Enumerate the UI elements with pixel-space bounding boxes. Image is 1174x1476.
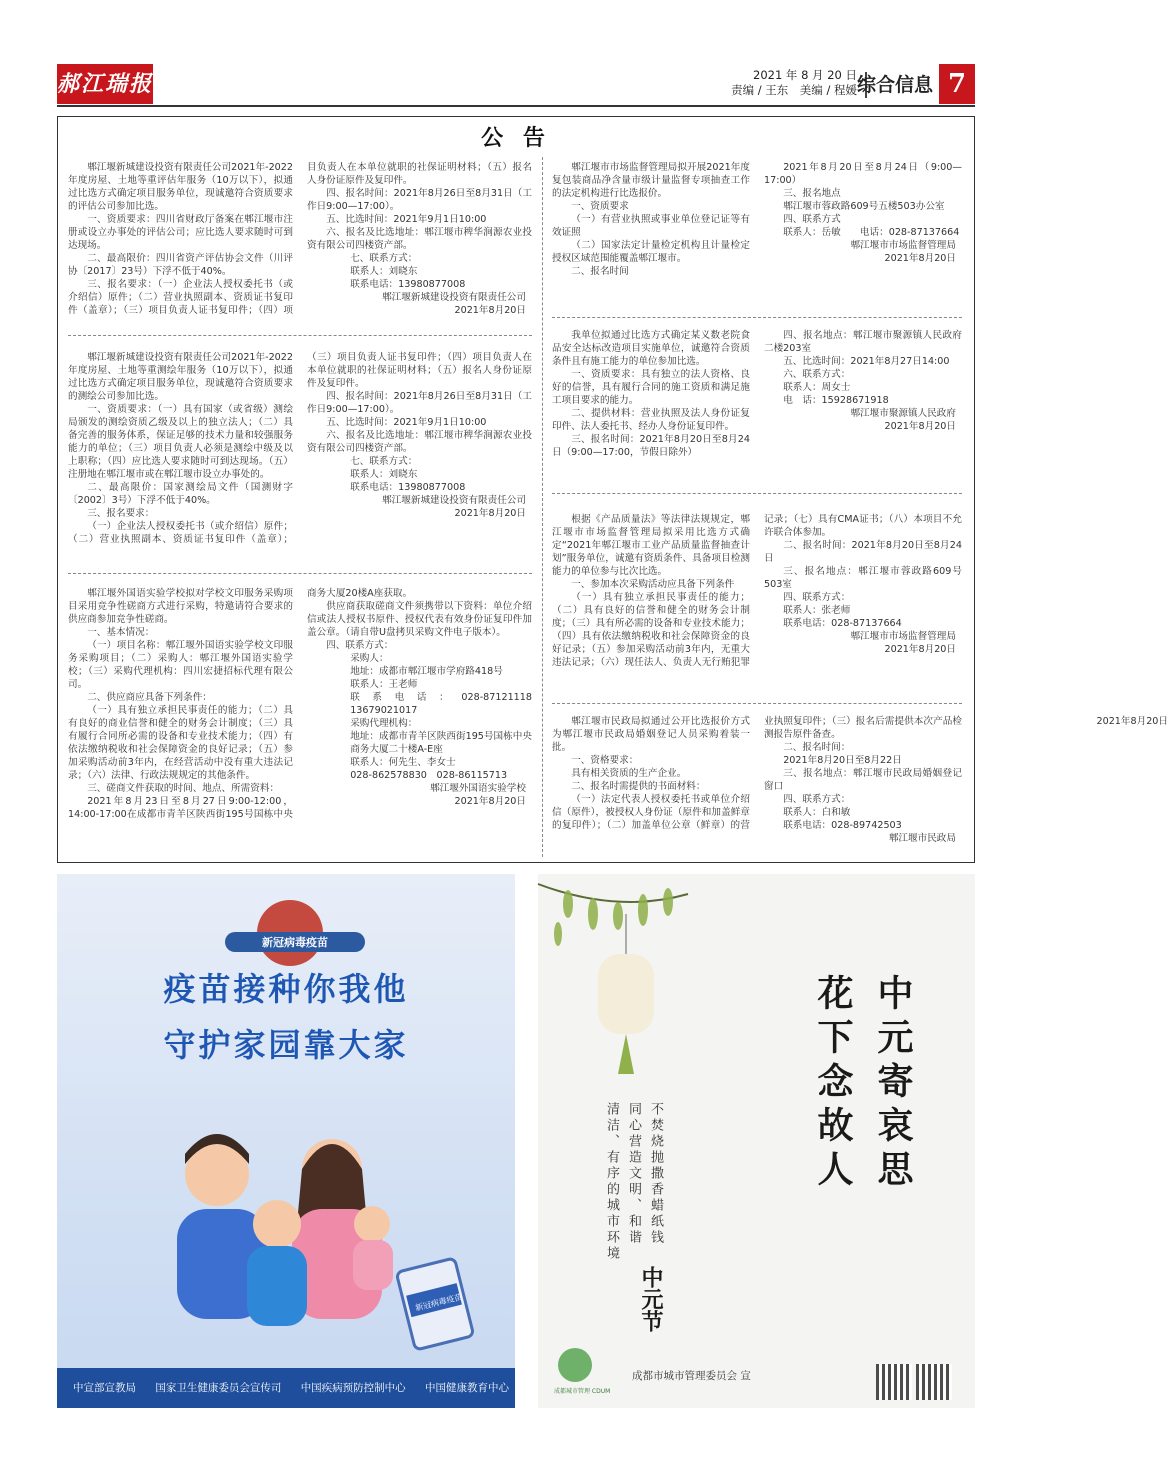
notice-paragraph: 郫江堰市市场监督管理局拟开展2021年度复包装商品净含量市级计量监督专项抽查工作的法定机构进行比选报价。	[552, 162, 750, 199]
contact-line: 联系电话：13980877008	[350, 482, 466, 493]
notice-paragraph: 二、报名时间	[571, 266, 629, 277]
notice-signature: 郫江堰市市场监督管理局	[850, 631, 956, 642]
vaccination-ad	[57, 874, 515, 1408]
notice-paragraph: 电 话：15928671918	[783, 395, 889, 406]
contact-line: 028-862578830 028-86115713	[350, 770, 508, 781]
notice-date: 2021年8月20日	[454, 796, 526, 807]
notice-paragraph: 三、报名地点	[783, 188, 841, 199]
contact-line: 七、联系方式：	[350, 253, 418, 264]
family-illustration	[157, 1114, 464, 1344]
notice-paragraph: 2021年8月20日至8月24日（9:00—17:00）	[764, 162, 962, 186]
editors: 责编 / 王东 美编 / 程媛	[731, 83, 857, 97]
announcements-title: 公 告	[481, 126, 551, 151]
notice-paragraph: 二、供应商应具备下列条件：	[87, 692, 212, 703]
notice-divider	[552, 493, 962, 494]
zhongyuan-ad	[538, 874, 975, 1408]
notice-paragraph: 供应商获取磋商文件须携带以下资料：单位介绍信或法人授权书原件、授权代表有效身份证复印件加盖公章。（请自带U盘拷贝采购文件电子版本）。	[307, 601, 532, 638]
notice-paragraph: 一、资质要求：具有独立的法人资格、良好的信誉，具有履行合同的施工资质和满足施工项目要求的能力。	[552, 369, 750, 406]
ad-sponsors	[57, 1368, 515, 1408]
notice-paragraph: 二、报名时需提供的书面材料：	[571, 781, 706, 792]
notice-paragraph: 二、最高限价：国家测绘局文件（国测财字〔2002〕3号）下浮不低于40%。	[68, 482, 293, 506]
poster-slogan-col2: 同心营造文明、和谐	[626, 1102, 641, 1246]
contact-line: 采购代理机构：	[350, 718, 418, 729]
notice-date: 2021年8月20日	[884, 253, 956, 264]
notice-paragraph: 四、报名时间：2021年8月26日至8月31日（工作日9:00—17:00）。	[307, 391, 532, 415]
notice-paragraph: 我单位拟通过比选方式确定某义数老院食品安全达标改造项目实施单位，诚邀符合资质条件且有施工能力的单位参加比选。	[552, 330, 750, 367]
notice-paragraph: 郫江堰市蓉政路609号五楼503办公室	[783, 201, 945, 212]
poster-title-col1: 中元寄哀思	[872, 974, 914, 1194]
notice-paragraph: 四、联系方式：	[783, 794, 851, 805]
notice-date: 2021年8月20日	[454, 508, 526, 519]
ad-subheadline: 守护家园靠大家	[163, 1026, 409, 1064]
sponsor: 国家卫生健康委员会宣传司	[155, 1382, 282, 1394]
notice-divider	[552, 317, 962, 318]
notice-paragraph: 二、最高限价：四川省资产评估协会文件（川评协〔2017〕23号）下浮不低于40%。	[68, 253, 293, 277]
notice-paragraph: 具有相关资质的生产企业。	[571, 768, 687, 779]
notice-paragraph: 四、联系方式：	[326, 640, 394, 651]
notice-paragraph: 2021年8月20日至8月22日	[783, 755, 902, 766]
notice-paragraph: （一）企业法人授权委托书（或介绍信）原件；（二）营业执照副本、资质证书复印件（盖章）；（三）项目负责人证书复印件；（四）项目负责人在本单位就职的社保证明材料；（五）报名人身份证原件及复印件。	[68, 352, 532, 545]
masthead	[57, 64, 975, 106]
notice-paragraph: 联系人：张老师	[783, 605, 851, 616]
notice-paragraph: 郫江堰新城建设投资有限责任公司2021年-2022年度房屋、土地等重评估年服务（10万以下），拟通过比选方式确定项目服务单位，现诚邀符合资质要求的评估公司参加比选。	[68, 162, 293, 212]
cdum-logo-icon	[558, 1348, 592, 1382]
notice-paragraph: 五、比选时间：2021年9月1日10:00	[326, 417, 487, 428]
notice-paragraph: （一）法定代表人授权委托书或单位介绍信（原件），被授权人身份证（原件和加盖鲜章的复印件）；（二）加盖单位公章（鲜章）的营业执照复印件；（三）报名后需提供本次产品检测报告原件备查。	[552, 716, 962, 831]
contact-line: 联系人：刘晓东	[350, 266, 418, 277]
notice-paragraph: （一）具有独立承担民事责任的能力；（二）具有良好的商业信誉和健全的财务会计制度；（三）具有履行合同所必需的设备和专业技术能力；（四）有依法缴纳税收和社会保障资金的良好记录；（五）参加采购活动前3年内，在经营活动中没有重大违法记录；（六）法律、行政法规规定的其他条件。	[68, 705, 293, 781]
notice-paragraph: 根据《产品质量法》等法律法规规定，郫江堰市市场监督管理局拟采用比选方式确定“2021年郫江堰市工业产品质量监督抽查计划”服务单位，诚邀有资质条件、具备项目检测能力的单位参与比次比选。	[552, 514, 750, 577]
header-rule	[57, 105, 975, 107]
notice-paragraph: 联系电话：028-87137664	[783, 618, 902, 629]
notice-paragraph: 四、报名地点：郫江堰市聚源镇人民政府二楼203室	[764, 330, 962, 354]
vaccine-badge-label: 新冠病毒疫苗	[225, 932, 365, 952]
notice-paragraph: 一、资质要求：四川省财政厅备案在郫江堰市注册或设立办事处的评估公司；应比选人要求随时可到达现场。	[68, 214, 293, 251]
issue-date: 2021 年 8 月 20 日	[753, 68, 857, 82]
notice-signature: 郫江堰市民政局	[888, 833, 956, 844]
willow-branch-illustration	[538, 874, 778, 1104]
notice-paragraph: 四、联系方式：	[783, 592, 851, 603]
contact-line: 联系人：岳敏 电话：028-87137664	[783, 227, 960, 238]
announcements-box	[57, 116, 1168, 863]
notice-divider	[68, 573, 532, 574]
contact-line: 联系人：何先生、李女士	[350, 757, 456, 768]
ad-headline: 疫苗接种你我他	[163, 970, 409, 1008]
contact-line: 联系电话：13980877008	[350, 279, 466, 290]
notice-divider	[68, 335, 532, 336]
notice-paragraph: 六、报名及比选地址：郫江堰市稗华涧源农业投资有限公司四楼资产部。	[307, 430, 532, 454]
notice-signature: 郫江堰外国语实验学校	[430, 783, 526, 794]
notice-paragraph: 三、磋商文件获取的时间、地点、所需资料：	[87, 783, 280, 794]
notice-paragraph: （一）有营业执照或事业单位登记证等有效证照	[552, 214, 750, 238]
notice-paragraph: 二、报名时间：2021年8月20日至8月24日	[764, 540, 962, 564]
notice-paragraph: 2021年8月23日至8月27日9:00-12:00，14:00-17:00在成都市青羊区陕西街195号国栋中央商务大厦20楼A座获取。	[68, 588, 413, 820]
cdum-logo-label: 成都城市管理 CDUM	[554, 1388, 611, 1395]
notice-paragraph: （二）国家法定计量检定机构且计量检定授权区域范围能覆盖郫江堰市。	[552, 240, 750, 264]
notice-uniforms	[552, 715, 1168, 857]
notice-paragraph: 三、报名时间：2021年8月20日至8月24日（9:00—17:00，节假日除外）	[552, 434, 750, 458]
notice-paragraph: 六、联系方式：	[783, 369, 851, 380]
notice-date: 2021年8月20日	[884, 421, 956, 432]
notice-paragraph: 四、报名时间：2021年8月26日至8月31日（工作日9:00—17:00）。	[307, 188, 532, 212]
poster-title-col2: 花下念故人	[812, 974, 854, 1194]
notice-metrology	[552, 161, 962, 313]
notice-paragraph: 联系电话：028-89742503	[783, 820, 902, 831]
qr-code-icon	[876, 1364, 912, 1400]
issue-meta	[731, 68, 857, 98]
notice-paragraph: 联系人：白和敏	[783, 807, 851, 818]
notice-quality-inspection	[552, 513, 962, 699]
festival-seal: 中元节	[638, 1266, 664, 1332]
notice-paragraph: （一）项目名称：郫江堰外国语实验学校文印服务采购项目；（二）采购人：郫江堰外国语实验学校；（三）采购代理机构：四川宏捷招标代理有限公司。	[68, 640, 293, 690]
notice-paragraph: （一）具有独立承担民事责任的能力；（二）具有良好的信誉和健全的财务会计制度；（三）具有所必需的设备和专业技术能力；（四）具有依法缴纳税收和社会保障资金的良好记录；（五）参加采购活动前3年内，无重大违法记录；（六）现任法人、负责人无行贿犯罪记录；（七）具有CMA证书；（八）本项目不允许联合体参加。	[552, 514, 962, 668]
sponsor: 中国疾病预防控制中心	[300, 1382, 406, 1394]
notice-paragraph: 四、联系方式	[783, 214, 841, 225]
notice-surveying	[68, 351, 532, 569]
notice-paragraph: 二、报名时间：	[783, 742, 851, 753]
notice-signature: 郫江堰新城建设投资有限责任公司	[382, 495, 526, 506]
notice-paragraph: 三、报名地点：郫江堰市蓉政路609号503室	[764, 566, 962, 590]
notice-date: 2021年8月20日	[1096, 716, 1168, 727]
notice-paragraph: 六、报名及比选地址：郫江堰市稗华涧源农业投资有限公司四楼资产部。	[307, 227, 532, 251]
poster-issuer: 成都市城市管理委员会 宣	[632, 1370, 751, 1382]
notice-date: 2021年8月20日	[454, 305, 526, 316]
notice-paragraph: 一、资质要求：（一）具有国家（或省级）测绘局颁发的测绘资质乙级及以上的独立法人；（二）具备完善的服务体系，保证足够的技术力量和较强服务能力的单位；（三）项目负责人必须是测绘中级及以上职称；（四）应比选人要求随时可到达现场。（五）注册地在郫江堰市或在郫江堰市设立办事处的。	[68, 404, 293, 480]
notice-signature: 郫江堰新城建设投资有限责任公司	[382, 292, 526, 303]
contact-line: 采购人：	[350, 653, 389, 664]
page-number: 7	[939, 64, 975, 104]
notice-paragraph: 一、基本情况：	[87, 627, 155, 638]
notice-paragraph: 郫江堰新城建设投资有限责任公司2021年-2022年度房屋、土地等重测绘年服务（10万以下），拟通过比选方式确定项目服务单位，现诚邀符合资质要求的测绘公司参加比选。	[68, 352, 293, 402]
column-divider	[542, 157, 543, 857]
contact-line: 地址：成都市青羊区陕西街195号国栋中央商务大厦二十楼A-E座	[350, 731, 532, 755]
notice-paragraph: 二、提供材料：营业执照及法人身份证复印件、法人委托书、经办人身份证复印件。	[552, 408, 750, 432]
contact-line: 七、联系方式：	[350, 456, 418, 467]
poster-slogan-col3: 清洁、有序的城市环境	[604, 1102, 619, 1262]
section-title: 综合信息	[856, 74, 933, 96]
notice-paragraph: 郫江堰外国语实验学校拟对学校文印服务采购项目采用竞争性磋商方式进行采购，特邀请符合要求的供应商参加竞争性磋商。	[68, 588, 293, 625]
contact-line: 联系人：刘晓东	[350, 469, 418, 480]
notice-paragraph: 五、比选时间：2021年9月1日10:00	[326, 214, 487, 225]
notice-date: 2021年8月20日	[884, 644, 956, 655]
contact-line: 联系电话：028-87121118 13679021017	[350, 692, 542, 716]
notice-paragraph: 郫江堰市民政局拟通过公开比选报价方式为郫江堰市民政局婚姻登记人员采购着装一批。	[552, 716, 750, 753]
vaccine-box-label: 新冠病毒疫苗	[414, 1292, 464, 1313]
notice-paragraph: 一、资质要求	[571, 201, 629, 212]
notice-signature: 郫江堰市聚源镇人民政府	[850, 408, 956, 419]
contact-line: 联系人：王老师	[350, 679, 418, 690]
notice-paragraph: 三、报名要求：（一）企业法人授权委托书（或介绍信）原件；（二）营业执照副本、资质证书复印件（盖章）；（三）项目负责人证书复印件；（四）项目负责人在本单位就职的社保证明材料；（五）报名人身份证原件及复印件。	[68, 162, 532, 316]
contact-line: 地址：成都市郫江堰市学府路418号	[350, 666, 503, 677]
notice-paragraph: 五、比选时间：2021年8月27日14:00	[783, 356, 950, 367]
notice-nursing-home	[552, 329, 962, 489]
notice-paragraph: 三、报名地点：郫江堰市民政局婚姻登记窗口	[764, 768, 962, 792]
sponsor: 中宣部宣教局	[73, 1382, 136, 1394]
notice-printing-service	[68, 587, 542, 857]
notice-signature: 郫江堰市市场监督管理局	[850, 240, 956, 251]
notice-paragraph: 一、资格要求：	[571, 755, 639, 766]
newspaper-logo: 郝江瑞报	[57, 64, 153, 104]
notice-paragraph: 联系人：周女士	[783, 382, 851, 393]
qr-code-icon	[916, 1364, 952, 1400]
notice-paragraph: 一、参加本次采购活动应具备下列条件	[571, 579, 735, 590]
notice-divider	[552, 703, 962, 704]
notice-appraisal	[68, 161, 532, 333]
sponsor: 中国健康教育中心	[425, 1382, 510, 1394]
notice-paragraph: 三、报名要求：	[87, 508, 155, 519]
poster-slogan-col1: 不焚烧抛撒香蜡纸钱	[648, 1102, 663, 1246]
